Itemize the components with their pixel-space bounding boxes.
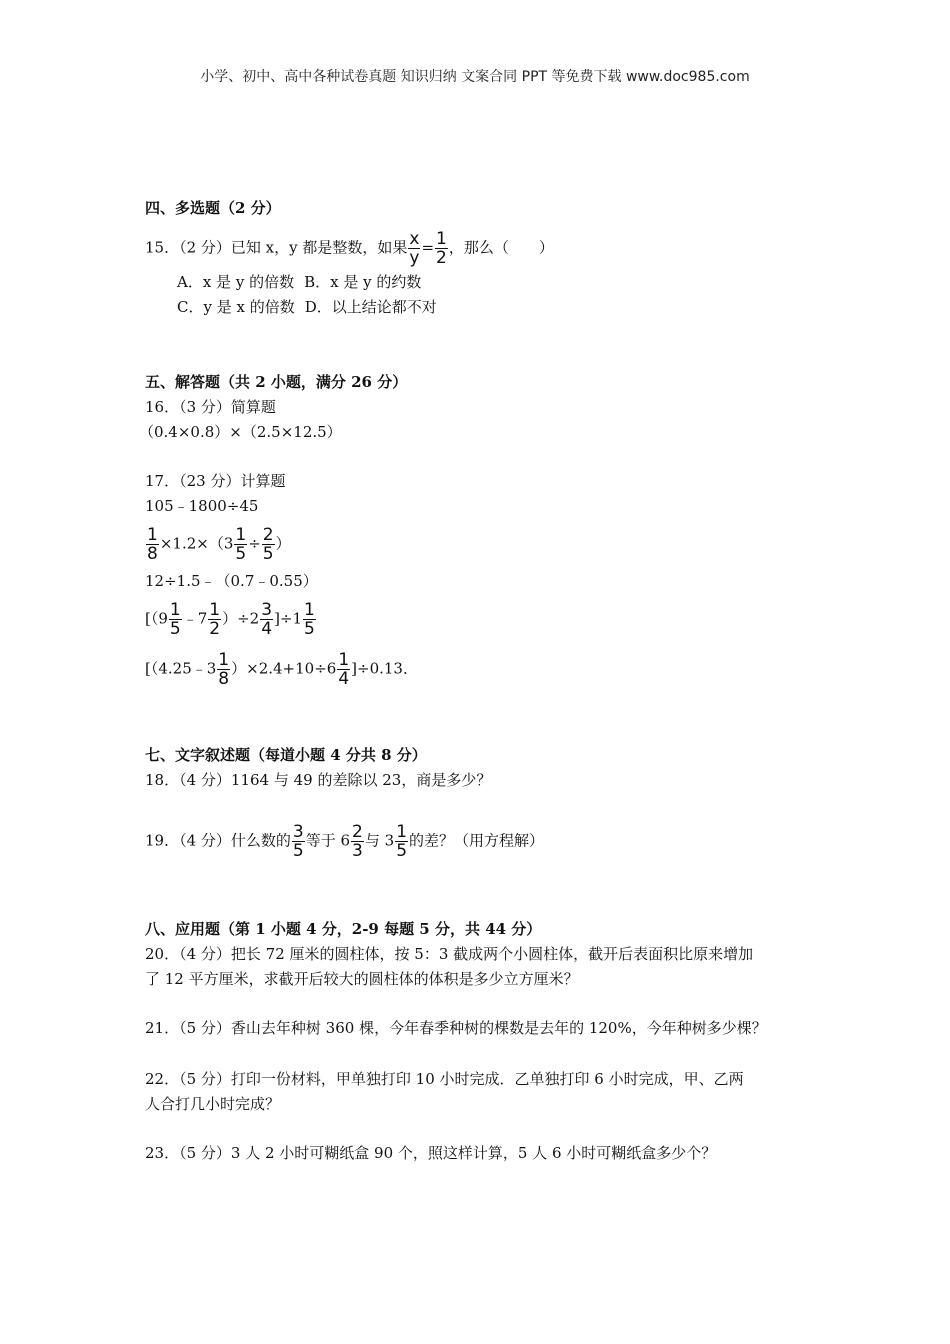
fraction: $\frac{2}{5}$ [262,525,274,564]
q15-suffix: ，那么（ ） [448,238,554,257]
fraction: $\frac{1}{2}$ [436,229,447,268]
q17-expression-3: 12÷1.5﹣（0.7﹣0.55） [145,572,318,590]
fraction: $\frac{x}{y}$ [409,229,420,268]
fraction: $\frac{1}{2}$ [209,600,221,639]
fraction: $\frac{3}{4}$ [261,600,273,639]
page-header: 小学、初中、高中各种试卷真题 知识归纳 文案合同 PPT 等免费下载 www.doc985.com [200,69,750,85]
section-title-word-problems: 七、文字叙述题（每道小题 4 分共 8 分） [145,746,427,764]
options-cd [177,297,437,317]
section-title-applications: 八、应用题（第 1 小题 4 分，2-9 每题 5 分，共 44 分） [145,920,542,938]
question-17-label: 17．（23 分）计算题 [145,472,286,490]
q17-expression-2: $\frac{1}{8}$ ×1.2×（3 $\frac{1}{5}$ ÷ $\frac{2}{5}$ ） [147,525,291,564]
q17-expression-5: [（4.25﹣3 $\frac{1}{8}$ ）×2.4+10÷6 $\frac{1}{4}$ ]÷0.13． [145,650,418,689]
question-16-expression: （0.4×0.8）×（2.5×12.5） [139,423,342,441]
option-a: A．x 是 y 的倍数 [177,273,295,291]
fraction: $\frac{1}{5}$ [169,600,181,639]
section-title-multiple-choice: 四、多选题（2 分） [145,199,281,217]
fraction: $\frac{1}{8}$ [218,650,230,689]
question-16-label: 16．（3 分）简算题 [145,398,276,416]
q17-expression-4: [（9 $\frac{1}{5}$ ﹣7 $\frac{1}{2}$ ）÷2 $\frac{3}{4}$ ]÷1 $\frac{1}{5}$ [145,600,315,639]
q17-expression-1: 105﹣1800÷45 [145,497,259,515]
fraction: $\frac{1}{5}$ [396,822,408,861]
option-d: D．以上结论都不对 [304,298,437,316]
fraction: $\frac{1}{5}$ [304,600,315,639]
fraction: $\frac{1}{4}$ [338,650,350,689]
question-21: 21．（5 分）香山去年种树 360 棵，今年春季种树的棵数是去年的 120%，今年种树多少棵？ [145,1019,767,1037]
question-15 [145,230,554,267]
fraction: $\frac{2}{3}$ [352,822,363,861]
equals-sign: = [421,238,435,257]
question-22-line-1: 22．（5 分）打印一份材料，甲单独打印 10 小时完成．乙单独打印 6 小时完成，甲、乙两 [145,1070,744,1088]
q15-prefix: 15．（2 分）已知 x，y 都是整数，如果 [145,238,408,257]
fraction: $\frac{1}{5}$ [235,525,247,564]
question-18: 18．（4 分）1164 与 49 的差除以 23，商是多少？ [145,771,492,789]
question-19: 19．（4 分）什么数的 $\frac{3}{5}$ 等于 6 $\frac{2}{3}$ 与 3 $\frac{1}{5}$ 的差？（用方程解） [145,822,545,861]
question-20-line-2: 了 12 平方厘米，求截开后较大的圆柱体的体积是多少立方厘米？ [145,970,579,988]
question-22-line-2: 人合打几小时完成？ [145,1095,281,1113]
options-ab [177,272,421,292]
fraction: $\frac{1}{8}$ [147,525,158,564]
section-title-answer: 五、解答题（共 2 小题，满分 26 分） [145,373,408,391]
option-b: B．x 是 y 的约数 [304,273,422,291]
question-20-line-1: 20．（4 分）把长 72 厘米的圆柱体，按 5：3 截成两个小圆柱体，截开后表面积比原来增加 [145,945,754,963]
option-c: C．y 是 x 的倍数 [177,298,295,316]
fraction: $\frac{3}{5}$ [292,822,304,861]
question-23: 23．（5 分）3 人 2 小时可糊纸盒 90 个，照这样计算，5 人 6 小时可糊纸盒多少个？ [145,1144,717,1162]
